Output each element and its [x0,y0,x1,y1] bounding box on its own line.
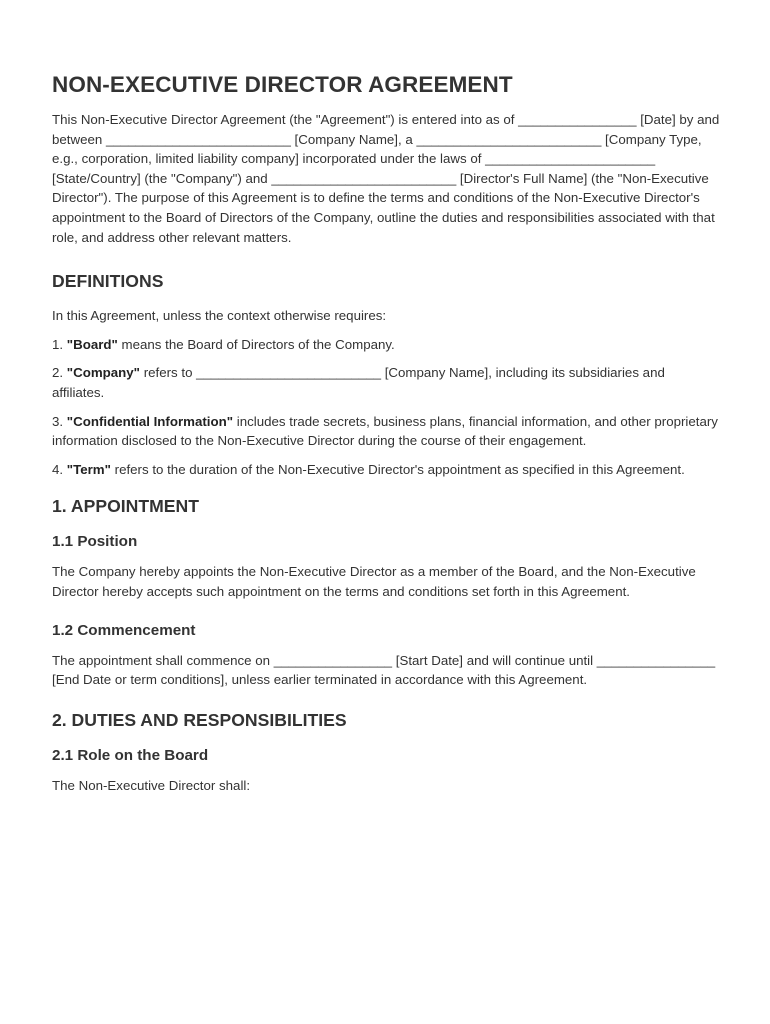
section-1-1-text: The Company hereby appoints the Non-Executive Director as a member of the Board, and the Non-Executive Director hereby accepts such appointment on the terms and conditions set forth in this Agreement. [52,564,696,599]
definition-term: "Term" [66,461,111,477]
definition-item [52,363,720,402]
section-1-heading: 1. APPOINTMENT [52,496,199,517]
section-2-heading: 2. DUTIES AND RESPONSIBILITIES [52,709,347,730]
definition-number: 1. [52,336,64,352]
definition-text: means the Board of Directors of the Company. [121,336,395,352]
definition-text: refers to _________________________ [Company Name], including its subsidiaries and affiliates. [52,365,665,400]
definition-text: includes trade secrets, business plans, financial information, and other proprietary information disclosed to the Non-Executive Director during the course of their engagement. [52,413,718,449]
definitions-heading: DEFINITIONS [52,271,164,292]
definition-term: "Confidential Information" [66,413,234,429]
definition-item [52,412,720,451]
section-2-1-text: The Non-Executive Director shall: [52,777,251,793]
section-2-1-heading: 2.1 Role on the Board [52,746,209,764]
section-1-2-heading: 1.2 Commencement [52,621,196,639]
definition-item [52,335,720,355]
document-title: NON-EXECUTIVE DIRECTOR AGREEMENT [52,72,513,97]
definition-number: 4. [52,461,64,477]
intro-paragraph: This Non-Executive Director Agreement (the "Agreement") is entered into as of ________________ [Date] by and between _________________________ [Company Name], a _________________________ [Company Type, e.g., corporation, limited liability company] incorporated under the laws of _______________________ [State/Country] (the "Company") and _________________________ [Director's Full Name] (the "Non-Executive Director"). The purpose of this Agreement is to define the terms and conditions of the Non-Executive Director's appointment to the Board of Directors of the Company, outline the duties and responsibilities associated with that role, and address other relevant matters. [52,112,720,245]
definitions-lead: In this Agreement, unless the context otherwise requires: [52,308,387,324]
definition-term: "Company" [66,365,140,381]
definition-item [52,460,720,480]
definition-term: "Board" [66,336,118,352]
definition-number: 2. [52,365,64,381]
section-1-2-text: The appointment shall commence on ________________ [Start Date] and will continue until ________________ [End Date or term conditions], unless earlier terminated in accordance with this Agreement. [52,652,716,688]
section-1-1-heading: 1.1 Position [52,533,138,551]
definition-number: 3. [52,413,64,429]
definition-text: refers to the duration of the Non-Executive Director's appointment as specified in this Agreement. [114,461,685,477]
